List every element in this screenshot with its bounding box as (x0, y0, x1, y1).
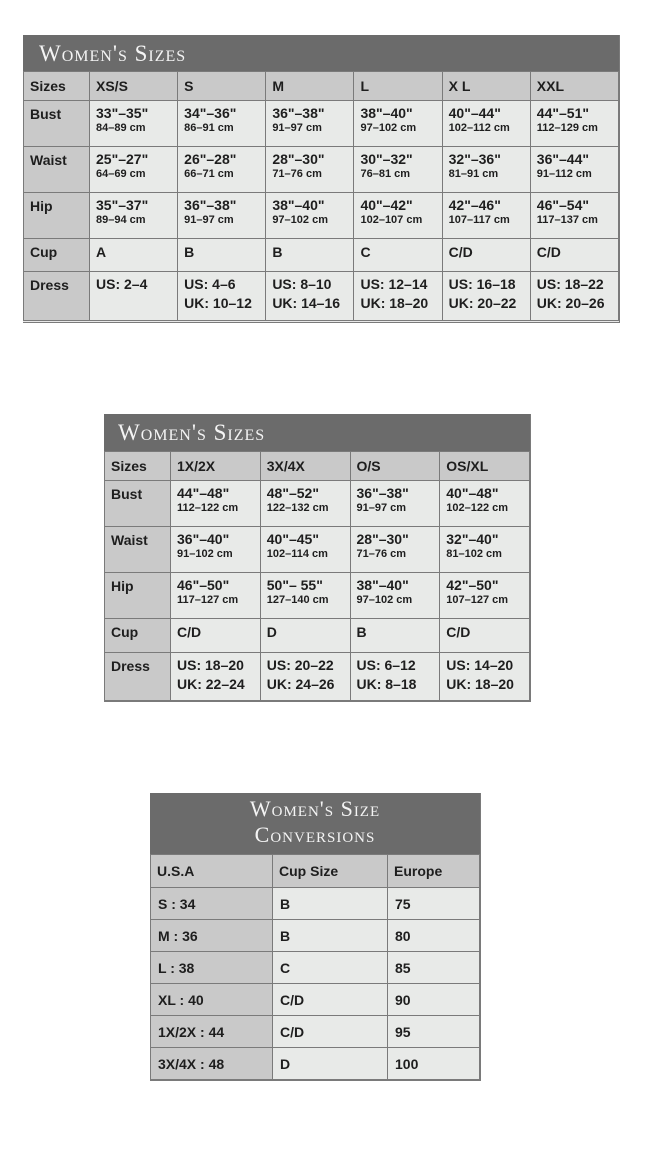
measurement-cell: 50"– 55" 127–140 cm (260, 573, 350, 619)
europe-size-cell: 75 (388, 888, 480, 920)
dress-row (105, 653, 530, 701)
cup-size-cell: B (273, 920, 388, 952)
dress-cell: US: 18–22 UK: 20–26 (530, 272, 618, 321)
dress-cell: US: 6–12 UK: 8–18 (350, 653, 440, 701)
bust-row (24, 101, 619, 147)
usa-size-cell: 1X/2X : 44 (151, 1016, 273, 1048)
cup-size-cell: D (273, 1048, 388, 1080)
cup-cell: C/D (530, 239, 618, 272)
size-chart-grid (23, 71, 619, 321)
size-conversions-table (150, 793, 481, 1081)
size-chart-grid (104, 451, 530, 701)
cup-size-cell: B (273, 888, 388, 920)
row-label: Hip (24, 193, 90, 239)
table-row (151, 984, 480, 1016)
measurement-cell: 38"–40" 97–102 cm (354, 101, 442, 147)
measurement-cell: 36"–38" 91–97 cm (350, 481, 440, 527)
measurement-cell: 28"–30" 71–76 cm (266, 147, 354, 193)
measurement-cell: 25"–27" 64–69 cm (90, 147, 178, 193)
womens-sizes-table-2 (104, 414, 531, 702)
hip-row (105, 573, 530, 619)
header-cell: XS/S (90, 72, 178, 101)
measurement-cell: 36"–38" 91–97 cm (178, 193, 266, 239)
cup-size-cell: C/D (273, 1016, 388, 1048)
usa-size-cell: S : 34 (151, 888, 273, 920)
dress-cell: US: 20–22 UK: 24–26 (260, 653, 350, 701)
measurement-cell: 34"–36" 86–91 cm (178, 101, 266, 147)
header-cell: U.S.A (151, 855, 273, 888)
cup-cell: C/D (171, 619, 261, 653)
dress-cell: US: 12–14 UK: 18–20 (354, 272, 442, 321)
table-row (151, 1048, 480, 1080)
womens-sizes-table-1 (23, 35, 620, 323)
row-label: Cup (105, 619, 171, 653)
cup-size-cell: C (273, 952, 388, 984)
usa-size-cell: 3X/4X : 48 (151, 1048, 273, 1080)
europe-size-cell: 85 (388, 952, 480, 984)
header-cell: 1X/2X (171, 452, 261, 481)
cup-cell: B (266, 239, 354, 272)
dress-cell: US: 18–20 UK: 22–24 (171, 653, 261, 701)
waist-row (24, 147, 619, 193)
cup-cell: C/D (442, 239, 530, 272)
dress-cell: US: 2–4 (90, 272, 178, 321)
header-cell: 3X/4X (260, 452, 350, 481)
measurement-cell: 42"–46" 107–117 cm (442, 193, 530, 239)
measurement-cell: 32"–40" 81–102 cm (440, 527, 530, 573)
measurement-cell: 42"–50" 107–127 cm (440, 573, 530, 619)
row-label: Waist (24, 147, 90, 193)
cup-cell: B (350, 619, 440, 653)
measurement-cell: 38"–40" 97–102 cm (266, 193, 354, 239)
table-row (151, 1016, 480, 1048)
header-row (24, 72, 619, 101)
usa-size-cell: M : 36 (151, 920, 273, 952)
table-title: Women's Sizes (23, 35, 619, 71)
header-cell: S (178, 72, 266, 101)
measurement-cell: 40"–44" 102–112 cm (442, 101, 530, 147)
row-label: Bust (24, 101, 90, 147)
header-cell: X L (442, 72, 530, 101)
dress-cell: US: 8–10 UK: 14–16 (266, 272, 354, 321)
measurement-cell: 48"–52" 122–132 cm (260, 481, 350, 527)
measurement-cell: 30"–32" 76–81 cm (354, 147, 442, 193)
header-cell: Europe (388, 855, 480, 888)
measurement-cell: 28"–30" 71–76 cm (350, 527, 440, 573)
measurement-cell: 35"–37" 89–94 cm (90, 193, 178, 239)
measurement-cell: 26"–28" 66–71 cm (178, 147, 266, 193)
europe-size-cell: 95 (388, 1016, 480, 1048)
europe-size-cell: 90 (388, 984, 480, 1016)
measurement-cell: 44"–51" 112–129 cm (530, 101, 618, 147)
measurement-cell: 38"–40" 97–102 cm (350, 573, 440, 619)
measurement-cell: 46"–50" 117–127 cm (171, 573, 261, 619)
measurement-cell: 33"–35" 84–89 cm (90, 101, 178, 147)
table-title (150, 793, 480, 854)
table-title: Women's Sizes (104, 414, 530, 451)
europe-size-cell: 80 (388, 920, 480, 952)
row-label: Bust (105, 481, 171, 527)
cup-row (105, 619, 530, 653)
title-line-2: Conversions (254, 822, 376, 847)
hip-row (24, 193, 619, 239)
conversion-grid (150, 854, 480, 1080)
cup-size-cell: C/D (273, 984, 388, 1016)
usa-size-cell: L : 38 (151, 952, 273, 984)
title-line-1: Women's Size (249, 796, 381, 821)
measurement-cell: 44"–48" 112–122 cm (171, 481, 261, 527)
bust-row (105, 481, 530, 527)
dress-row (24, 272, 619, 321)
measurement-cell: 36"–38" 91–97 cm (266, 101, 354, 147)
table-row (151, 952, 480, 984)
cup-cell: C/D (440, 619, 530, 653)
row-label: Hip (105, 573, 171, 619)
measurement-cell: 36"–44" 91–112 cm (530, 147, 618, 193)
cup-cell: D (260, 619, 350, 653)
europe-size-cell: 100 (388, 1048, 480, 1080)
cup-row (24, 239, 619, 272)
header-cell: OS/XL (440, 452, 530, 481)
header-cell: Cup Size (273, 855, 388, 888)
dress-cell: US: 14–20 UK: 18–20 (440, 653, 530, 701)
row-label: Waist (105, 527, 171, 573)
header-cell: Sizes (105, 452, 171, 481)
header-cell: XXL (530, 72, 618, 101)
measurement-cell: 36"–40" 91–102 cm (171, 527, 261, 573)
cup-cell: A (90, 239, 178, 272)
usa-size-cell: XL : 40 (151, 984, 273, 1016)
cup-cell: B (178, 239, 266, 272)
row-label: Dress (24, 272, 90, 321)
header-row (105, 452, 530, 481)
measurement-cell: 40"–45" 102–114 cm (260, 527, 350, 573)
table-row (151, 888, 480, 920)
header-cell: O/S (350, 452, 440, 481)
header-row (151, 855, 480, 888)
row-label: Dress (105, 653, 171, 701)
header-cell: L (354, 72, 442, 101)
measurement-cell: 40"–48" 102–122 cm (440, 481, 530, 527)
dress-cell: US: 16–18 UK: 20–22 (442, 272, 530, 321)
measurement-cell: 40"–42" 102–107 cm (354, 193, 442, 239)
measurement-cell: 32"–36" 81–91 cm (442, 147, 530, 193)
header-cell: Sizes (24, 72, 90, 101)
table-row (151, 920, 480, 952)
cup-cell: C (354, 239, 442, 272)
row-label: Cup (24, 239, 90, 272)
dress-cell: US: 4–6 UK: 10–12 (178, 272, 266, 321)
waist-row (105, 527, 530, 573)
header-cell: M (266, 72, 354, 101)
measurement-cell: 46"–54" 117–137 cm (530, 193, 618, 239)
